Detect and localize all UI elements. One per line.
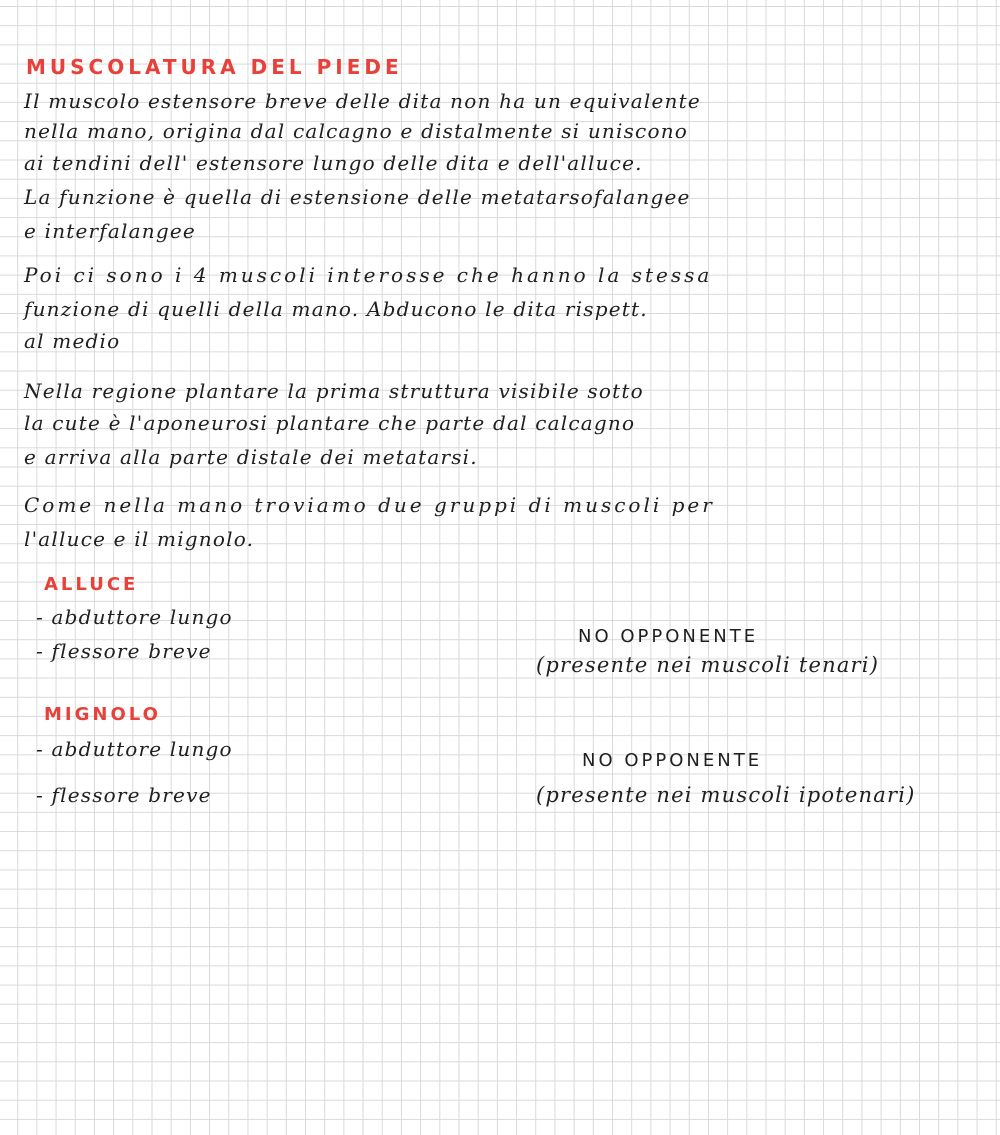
mignolo-note: NO OPPONENTE xyxy=(582,750,763,771)
mignolo-note-detail: (presente nei muscoli ipotenari) xyxy=(536,783,916,807)
paragraph1-line5: e interfalangee xyxy=(24,219,196,243)
alluce-note: NO OPPONENTE xyxy=(578,626,759,647)
paragraph2-line2: funzione di quelli della mano. Abducono le dita rispett. xyxy=(24,297,648,321)
paragraph1-line1: Il muscolo estensore breve delle dita non ha un equivalente xyxy=(24,89,701,113)
paragraph2-line1: Poi ci sono i 4 muscoli interosse che hanno la stessa xyxy=(24,263,713,287)
paragraph3-line1: Nella regione plantare la prima struttura visibile sotto xyxy=(24,379,644,403)
mignolo-heading: MIGNOLO xyxy=(44,704,161,725)
alluce-item-2: - flessore breve xyxy=(36,639,212,663)
mignolo-item-1: - abduttore lungo xyxy=(36,737,233,761)
paragraph3-line3: e arriva alla parte distale dei metatarsi. xyxy=(24,445,478,469)
paragraph3-line2: la cute è l'aponeurosi plantare che parte dal calcagno xyxy=(24,411,636,435)
paragraph1-line2: nella mano, origina dal calcagno e distalmente si uniscono xyxy=(24,119,689,143)
paragraph1-line3: ai tendini dell' estensore lungo delle dita e dell'alluce. xyxy=(24,151,643,175)
alluce-item-1: - abduttore lungo xyxy=(36,605,233,629)
page-title: MUSCOLATURA DEL PIEDE xyxy=(26,55,403,79)
paragraph4-line1: Come nella mano troviamo due gruppi di muscoli per xyxy=(24,493,715,517)
paragraph1-line4: La funzione è quella di estensione delle metatarsofalangee xyxy=(24,185,691,209)
mignolo-item-2: - flessore breve xyxy=(36,783,212,807)
alluce-note-detail: (presente nei muscoli tenari) xyxy=(536,653,880,677)
alluce-heading: ALLUCE xyxy=(44,574,139,595)
paragraph2-line3: al medio xyxy=(24,329,121,353)
paragraph4-line2: l'alluce e il mignolo. xyxy=(24,527,255,551)
